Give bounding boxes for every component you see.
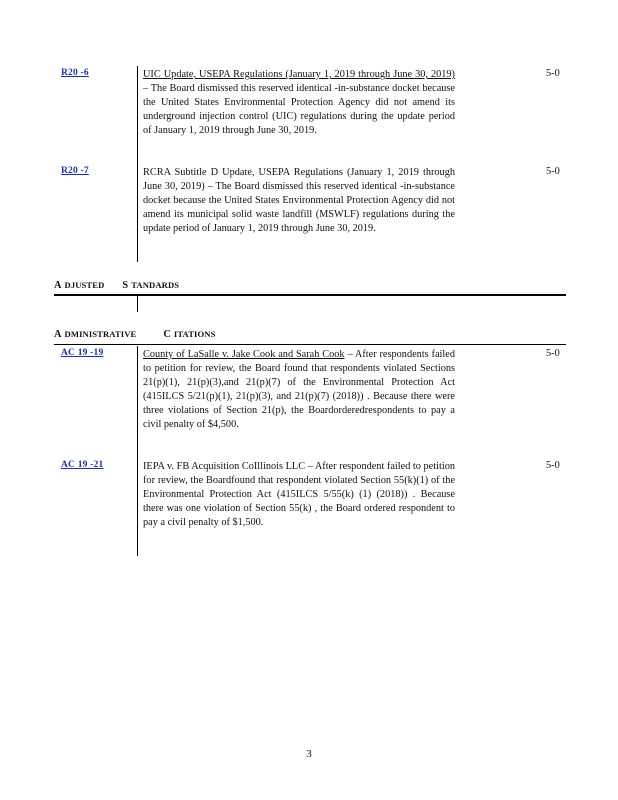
column-divider bbox=[137, 296, 138, 312]
entry-description bbox=[143, 166, 455, 236]
entry-title: County of LaSalle v. Jake Cook and Sarah Cook bbox=[143, 349, 345, 360]
entry-text: – The Board dismissed this reserved identical -in-substance docket because the United States Environmental Protection Agency did not amend its underground injection control (UIC) regulations during the update period of January 1, 2019 through June 30, 2019. bbox=[143, 83, 455, 136]
section-heading-administrative-citations: A DMINISTRATIVE C ITATIONS bbox=[54, 329, 216, 340]
docket-link[interactable]: AC 19 -19 bbox=[61, 348, 104, 358]
entry-description bbox=[143, 348, 455, 432]
docket-link[interactable]: R20 -7 bbox=[61, 166, 89, 176]
entry-description bbox=[143, 460, 455, 530]
entry-text: IEPA v. FB Acquisition CoIllinois LLC – After respondent failed to petition for review, the Boardfound that respondent violated Section 55(k)(1) of the Environmental Protection Act (415ILCS 5/55(k) (1) (2018)) . Because there was one violation of Section 55(k) , the Board ordered respondent to pay a civil penalty of $1,500. bbox=[143, 461, 455, 528]
vote-count: 5-0 bbox=[546, 68, 560, 79]
entry-description bbox=[143, 68, 455, 138]
section-heading-adjusted-standards: A DJUSTED S TANDARDS bbox=[54, 280, 180, 291]
vote-count: 5-0 bbox=[546, 460, 560, 471]
entry-text: RCRA Subtitle D Update, USEPA Regulations (January 1, 2019 through June 30, 2019) – The Board dismissed this reserved identical -in-substance docket because the United States Environmental Protection Agency did not amend its municipal solid waste landfill (MSWLF) regulations during the update period of January 1, 2019 through June 30, 2019. bbox=[143, 167, 455, 234]
section-rule bbox=[54, 294, 566, 296]
column-divider bbox=[137, 66, 138, 262]
vote-count: 5-0 bbox=[546, 348, 560, 359]
vote-count: 5-0 bbox=[546, 166, 560, 177]
column-divider bbox=[137, 346, 138, 556]
entry-title: UIC Update, USEPA Regulations (January 1, 2019 through June 30, 2019) bbox=[143, 69, 455, 80]
entry-text: – After respondents failed to petition for review, the Board found that respondents violated Sections 21(p)(1), 21(p)(3),and 21(p)(7) of the Environmental Protection Act (415ILCS 5/21(p)(1), 21(p)(3), and 21(p)(7) (2018)) . Because there were three violations of Section 21(p), the Boardorderedrespondents to pay a civil penalty of $4,500. bbox=[143, 349, 455, 430]
section-rule bbox=[54, 344, 566, 345]
docket-link[interactable]: R20 -6 bbox=[61, 68, 89, 78]
page-number: 3 bbox=[306, 748, 312, 760]
docket-link[interactable]: AC 19 -21 bbox=[61, 460, 104, 470]
